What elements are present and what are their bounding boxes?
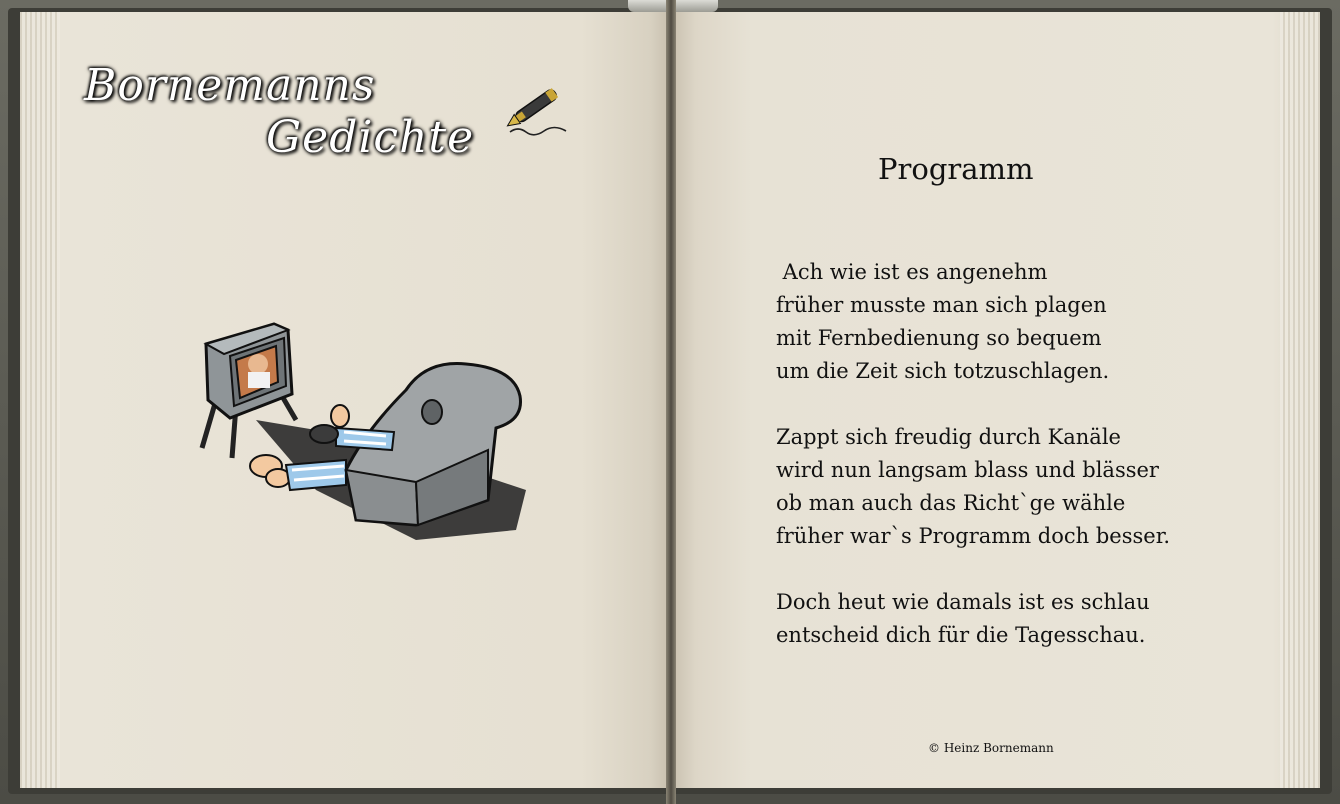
- poem-line: mit Fernbedienung so bequem: [776, 326, 1102, 350]
- poem-line: Ach wie ist es angenehm: [776, 260, 1048, 284]
- poem-line: entscheid dich für die Tagesschau.: [776, 623, 1146, 647]
- poem-body: [776, 256, 1296, 652]
- stanza-gap: [776, 553, 1296, 586]
- poem-line: ob man auch das Richt`ge wähle: [776, 491, 1126, 515]
- logo-title-line1: Bornemanns: [84, 60, 376, 111]
- poem-line: um die Zeit sich totzuschlagen.: [776, 359, 1110, 383]
- tv-armchair-illustration: [196, 320, 536, 550]
- poem-title: Programm: [878, 152, 1034, 186]
- book-spine: [666, 0, 676, 804]
- logo-title-line2: Gedichte: [266, 112, 475, 163]
- poem-line: früher musste man sich plagen: [776, 293, 1107, 317]
- poem-line: wird nun langsam blass und blässer: [776, 458, 1159, 482]
- page-edge-left: [20, 12, 60, 788]
- poem-line: Zappt sich freudig durch Kanäle: [776, 425, 1121, 449]
- poem-line: Doch heut wie damals ist es schlau: [776, 590, 1150, 614]
- copyright-notice: © Heinz Bornemann: [928, 741, 1054, 755]
- poem-line: früher war`s Programm doch besser.: [776, 524, 1171, 548]
- fountain-pen-icon: [500, 76, 574, 138]
- stanza-gap: [776, 388, 1296, 421]
